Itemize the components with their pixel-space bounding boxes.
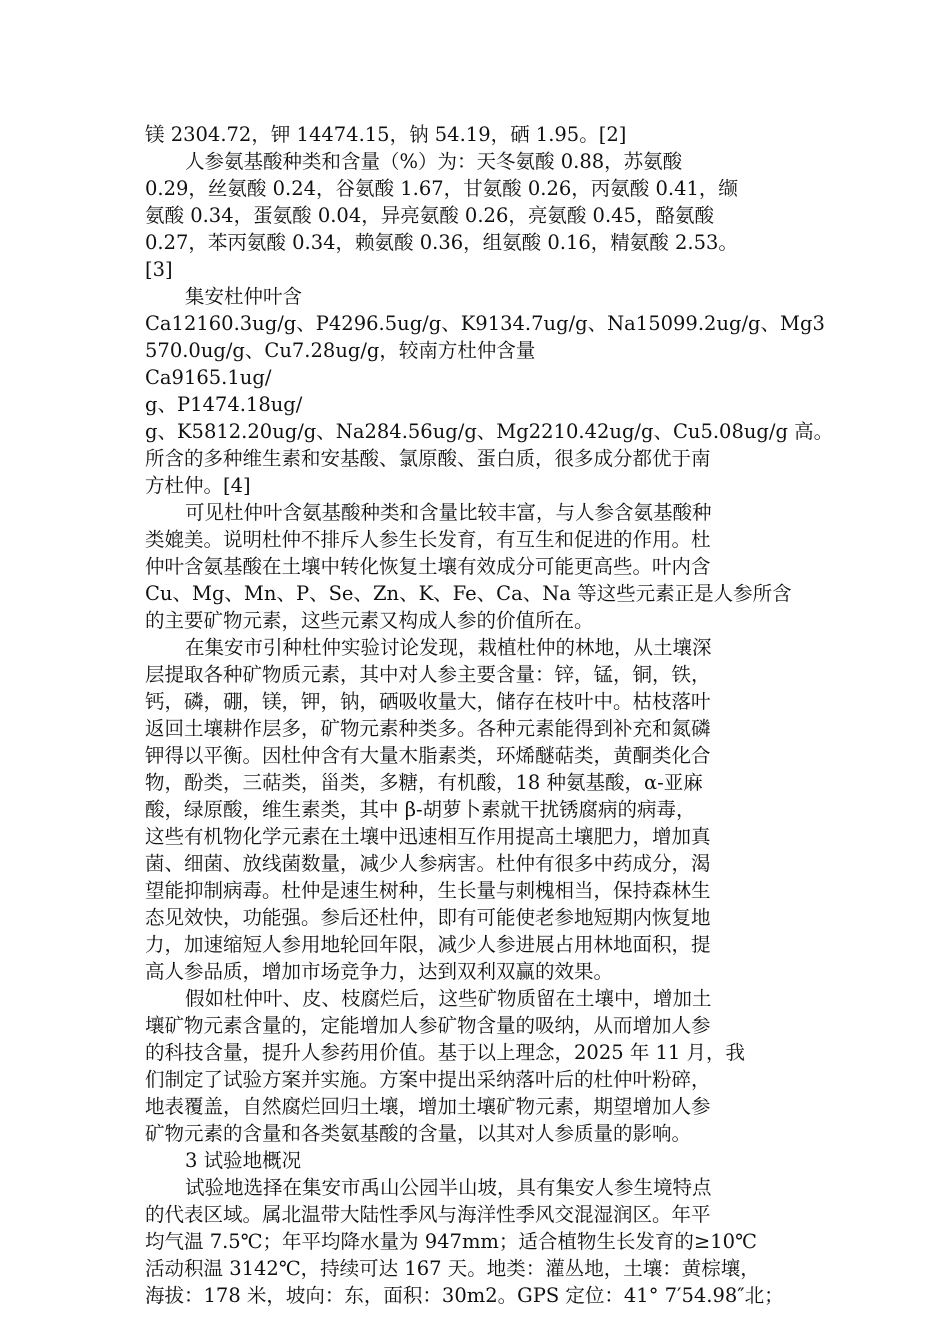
text-line: 仲叶含氨基酸在土壤中转化恢复土壤有效成分可能更高些。叶内含 <box>145 555 711 578</box>
text-line: 菌、细菌、放线菌数量，减少人参病害。杜仲有很多中药成分，渴 <box>145 852 711 875</box>
text-line: 类媲美。说明杜仲不排斥人参生长发育，有互生和促进的作用。杜 <box>145 528 711 551</box>
paragraph-start-line: 集安杜仲叶含 <box>185 285 303 308</box>
section-heading: 3 试验地概况 <box>185 1149 302 1172</box>
text-line: 氨酸 0.34，蛋氨酸 0.04，异亮氨酸 0.26，亮氨酸 0.45，酪氨酸 <box>145 204 714 227</box>
text-line: 的代表区域。属北温带大陆性季风与海洋性季风交混湿润区。年平 <box>145 1203 711 1226</box>
paragraph-start-line: 在集安市引种杜仲实验讨论发现，栽植杜仲的林地，从土壤深 <box>185 636 712 659</box>
paragraph-start-line: 可见杜仲叶含氨基酸种类和含量比较丰富，与人参含氨基酸种 <box>185 501 712 524</box>
text-line: 们制定了试验方案并实施。方案中提出采纳落叶后的杜仲叶粉碎， <box>145 1068 711 1091</box>
text-line: 力，加速缩短人参用地轮回年限，减少人参进展占用林地面积，提 <box>145 933 711 956</box>
text-line: Ca12160.3ug/g、P4296.5ug/g、K9134.7ug/g、Na15099.2ug/g、Mg3 <box>145 312 825 335</box>
text-line: 0.29，丝氨酸 0.24，谷氨酸 1.67，甘氨酸 0.26，丙氨酸 0.41，缬 <box>145 177 738 200</box>
text-line: 的主要矿物元素，这些元素又构成人参的价值所在。 <box>145 609 594 632</box>
text-line: 这些有机物化学元素在土壤中迅速相互作用提高土壤肥力，增加真 <box>145 825 711 848</box>
text-line: 0.27，苯丙氨酸 0.34，赖氨酸 0.36，组氨酸 0.16，精氨酸 2.53。 <box>145 231 738 254</box>
text-line: 矿物元素的含量和各类氨基酸的含量，以其对人参质量的影响。 <box>145 1122 692 1145</box>
text-line: 镁 2304.72，钾 14474.15，钠 54.19，硒 1.95。[2] <box>145 123 627 146</box>
text-line: g、K5812.20ug/g、Na284.56ug/g、Mg2210.42ug/g、Cu5.08ug/g 高。 <box>145 420 834 443</box>
paragraph-start-line: 假如杜仲叶、皮、枝腐烂后，这些矿物质留在土壤中，增加土 <box>185 987 712 1010</box>
text-line: Ca9165.1ug/ <box>145 366 272 389</box>
text-line: 态见效快，功能强。参后还杜仲，即有可能使老参地短期内恢复地 <box>145 906 711 929</box>
text-line: 酸，绿原酸，维生素类，其中 β-胡萝卜素就干扰锈腐病的病毒， <box>145 798 696 821</box>
text-line: g、P1474.18ug/ <box>145 393 303 416</box>
paragraph-start-line: 试验地选择在集安市禹山公园半山坡，具有集安人参生境特点 <box>185 1176 712 1199</box>
text-line: 地表覆盖，自然腐烂回归土壤，增加土壤矿物元素，期望增加人参 <box>145 1095 711 1118</box>
text-line: 活动积温 3142℃，持续可达 167 天。地类：灌丛地，土壤：黄棕壤， <box>145 1257 760 1280</box>
text-line: 层提取各种矿物质元素，其中对人参主要含量：锌，锰，铜，铁， <box>145 663 711 686</box>
text-line: 返回土壤耕作层多，矿物元素种类多。各种元素能得到补充和氮磷 <box>145 717 711 740</box>
paragraph-start-line: 人参氨基酸种类和含量（%）为：天冬氨酸 0.88，苏氨酸 <box>185 150 683 173</box>
document-body <box>145 121 834 1309</box>
text-line: Cu、Mg、Mn、P、Se、Zn、K、Fe、Ca、Na 等这些元素正是人参所含 <box>145 582 792 605</box>
text-line: 海拔：178 米，坡向：东，面积：30m2。GPS 定位：41° 7′54.98″北； <box>145 1284 784 1307</box>
text-line: 所含的多种维生素和安基酸、氯原酸、蛋白质，很多成分都优于南 <box>145 447 711 470</box>
text-line: 均气温 7.5℃；年平均降水量为 947mm；适合植物生长发育的≥10℃ <box>145 1230 757 1253</box>
text-line: 的科技含量，提升人参药用价值。基于以上理念，2025 年 11 月，我 <box>145 1041 746 1064</box>
text-line: 570.0ug/g、Cu7.28ug/g，较南方杜仲含量 <box>145 339 536 362</box>
text-line: 望能抑制病毒。杜仲是速生树种，生长量与刺槐相当，保持森林生 <box>145 879 711 902</box>
text-line: 高人参品质，增加市场竞争力，达到双利双赢的效果。 <box>145 960 614 983</box>
text-line: 方杜仲。[4] <box>145 474 251 497</box>
text-line: 壤矿物元素含量的，定能增加人参矿物含量的吸纳，从而增加人参 <box>145 1014 711 1037</box>
text-line: [3] <box>145 258 173 281</box>
text-line: 钾得以平衡。因杜仲含有大量木脂素类，环烯醚萜类，黄酮类化合 <box>145 744 711 767</box>
text-line: 钙，磷，硼，镁，钾，钠，硒吸收量大，储存在枝叶中。枯枝落叶 <box>145 690 711 713</box>
text-line: 物，酚类，三萜类，甾类，多糖，有机酸，18 种氨基酸，α-亚麻 <box>145 771 703 794</box>
